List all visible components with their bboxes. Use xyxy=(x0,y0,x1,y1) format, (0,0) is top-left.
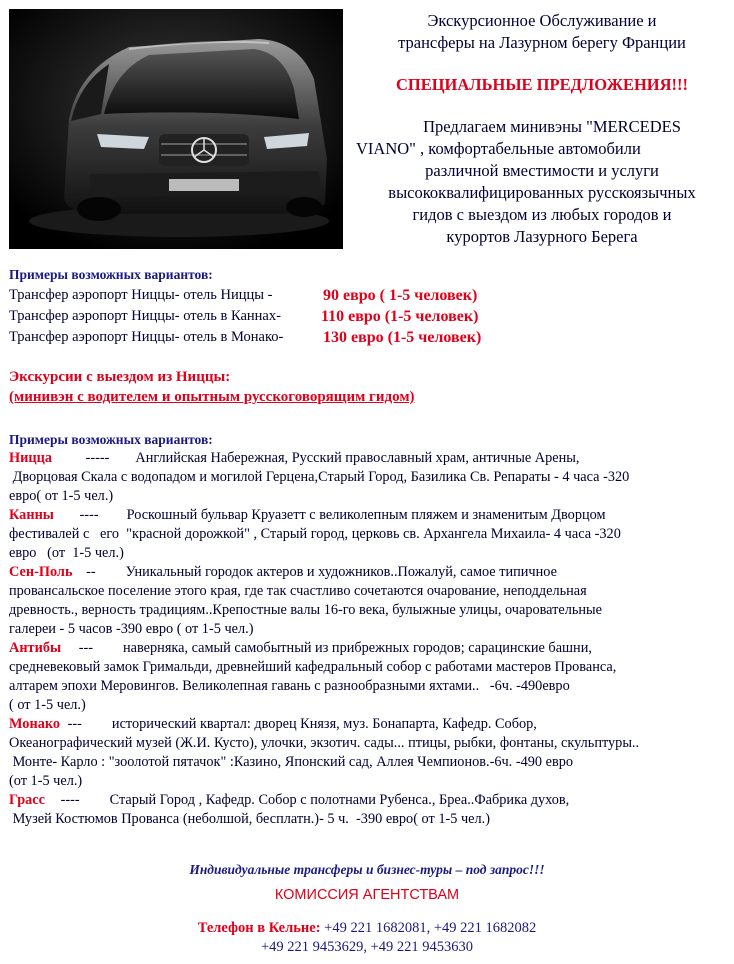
offer-line: Предлагаем минивэны "MERCEDES xyxy=(423,117,681,136)
offer-line: различной вместимости и услуги xyxy=(425,161,659,180)
transfer-examples xyxy=(9,265,729,348)
excursion-item-cannes xyxy=(9,506,727,563)
excursion-text: древность., верность традициям..Крепостные валы 16-го века, булыжные улицы, очаровательные xyxy=(9,602,603,618)
offer-line: гидов с выездом из любых городов и xyxy=(412,205,672,224)
excursion-text: Дворцовая Скала с водопадом и могилой Герцена,Старый Город, Базилика Св. Репараты - 4 часа -320 xyxy=(9,469,630,485)
phone-label: Телефон в Кельне: xyxy=(197,920,321,936)
phone-line-2: +49 221 9453629, +49 221 9453630 xyxy=(260,939,474,955)
excursion-city: Сен-Поль xyxy=(9,564,73,580)
excursion-city: Грасс xyxy=(9,792,45,808)
transfer-route: Трансфер аэропорт Ниццы- отель в Каннах- xyxy=(9,308,281,324)
header-text xyxy=(356,10,728,248)
agency-commission: КОМИССИЯ АГЕНТСТВАМ xyxy=(274,887,460,903)
transfer-route: Трансфер аэропорт Ниццы- отель в Монако- xyxy=(9,329,284,345)
title-line-2: трансферы на Лазурном берегу Франции xyxy=(398,33,686,52)
transfer-route: Трансфер аэропорт Ниццы- отель Ниццы - xyxy=(9,287,273,303)
excursion-item-saint-paul xyxy=(9,563,727,639)
excursions-heading xyxy=(9,367,415,407)
offer-description xyxy=(356,116,728,248)
offer-line: высококвалифицированных русскоязычных xyxy=(388,183,696,202)
transfer-price: 110 евро (1-5 человек) xyxy=(321,308,479,325)
excursion-separator: --- xyxy=(78,640,94,656)
excursion-examples-label: Примеры возможных вариантов: xyxy=(9,432,213,447)
excursion-separator: --- xyxy=(67,716,82,732)
excursion-text: Английская Набережная, Русский православный храм, античные Арены, xyxy=(135,450,580,466)
transfer-price: 130 евро (1-5 человек) xyxy=(323,329,482,346)
transfer-row xyxy=(9,285,729,306)
offer-line: курортов Лазурного Берега xyxy=(446,227,638,246)
page-title xyxy=(356,10,728,54)
transfer-row xyxy=(9,327,729,348)
excursion-text: алтарем эпохи Меровингов. Великолепная гавань с разнообразными яхтами.. -6ч. -490евро xyxy=(9,678,570,694)
excursions-heading-line-2: (минивэн с водителем и опытным русскоговорящим гидом) xyxy=(9,389,415,405)
excursion-text: Музей Костюмов Прованса (неболшой, бесплатн.)- 5 ч. -390 евро( от 1-5 чел.) xyxy=(9,811,490,827)
excursion-line xyxy=(9,639,727,658)
excursion-city: Канны xyxy=(9,507,54,523)
offer-line: VIANO" , комфортабельные автомобили xyxy=(356,139,641,158)
excursion-separator: ----- xyxy=(85,450,110,466)
transfer-examples-label: Примеры возможных вариантов: xyxy=(9,267,213,282)
contact-phones xyxy=(0,919,734,957)
excursion-text: Монте- Карло : "зоолотой пятачок" :Казино, Японский сад, Аллея Чемпионов.-6ч. -490 евро xyxy=(9,754,573,770)
excursion-line xyxy=(9,563,727,582)
excursion-text: провансальское поселение этого края, где так счастливо сочетаются очарование, неподдельная xyxy=(9,583,587,599)
excursion-city: Монако xyxy=(9,716,61,732)
phone-numbers: +49 221 1682081, +49 221 1682082 xyxy=(320,920,537,936)
excursion-text: ( от 1-5 чел.) xyxy=(9,697,86,713)
excursion-text: фестивалей с его "красной дорожкой" , Старый город, церковь св. Архангела Михаила- 4 часа -320 xyxy=(9,526,621,542)
excursion-item-nice xyxy=(9,449,727,506)
special-offers-heading: СПЕЦИАЛЬНЫЕ ПРЕДЛОЖЕНИЯ!!! xyxy=(395,75,689,94)
excursions-heading-line-1: Экскурсии с выездом из Ниццы: xyxy=(9,369,231,385)
excursion-line xyxy=(9,791,727,810)
excursion-text: евро( от 1-5 чел.) xyxy=(9,488,114,504)
excursion-item-monaco xyxy=(9,715,727,791)
excursion-text: исторический квартал: дворец Князя, муз. Бонапарта, Кафедр. Собор, xyxy=(111,716,537,732)
excursion-text: Старый Город , Кафедр. Собор с полотнами Рубенса., Бреа..Фабрика духов, xyxy=(109,792,570,808)
excursion-text: (от 1-5 чел.) xyxy=(9,773,83,789)
transfer-row xyxy=(9,306,729,327)
phone-line-1 xyxy=(0,919,734,938)
individual-tours-note: Индивидуальные трансферы и бизнес-туры – под запрос!!! xyxy=(189,862,545,877)
transfer-price: 90 евро ( 1-5 человек) xyxy=(323,287,478,304)
excursion-text: галереи - 5 часов -390 евро ( от 1-5 чел.) xyxy=(9,621,254,637)
minivan-photo xyxy=(9,9,343,249)
excursion-text: евро (от 1-5 чел.) xyxy=(9,545,124,561)
excursion-city: Антибы xyxy=(9,640,62,656)
excursion-city: Ницца xyxy=(9,450,52,466)
excursion-line xyxy=(9,715,727,734)
excursion-text: Океанографический музей (Ж.И. Кусто), улочки, экзотич. сады... птицы, рыбки, фонтаны, скульптуры.. xyxy=(9,735,640,751)
excursion-text: наверняка, самый самобытный из прибрежных городов; сарацинские башни, xyxy=(123,640,592,656)
excursion-line xyxy=(9,449,727,468)
excursion-text: Уникальный городок актеров и художников..Пожалуй, самое типичное xyxy=(125,564,557,580)
excursion-separator: -- xyxy=(86,564,96,580)
excursion-line xyxy=(9,506,727,525)
excursion-examples xyxy=(9,430,727,829)
excursion-item-grasse xyxy=(9,791,727,829)
excursion-text: Роскошный бульвар Круазетт с великолепным пляжем и знаменитым Дворцом xyxy=(126,507,606,523)
excursion-text: средневековый замок Гримальди, древнейший кафедральный собор с работами мастеров Прованса, xyxy=(9,659,617,675)
excursion-separator: ---- xyxy=(60,792,80,808)
footer xyxy=(0,860,734,957)
excursion-item-antibes xyxy=(9,639,727,715)
excursion-separator: ---- xyxy=(79,507,99,523)
title-line-1: Экскурсионное Обслуживание и xyxy=(427,11,657,30)
